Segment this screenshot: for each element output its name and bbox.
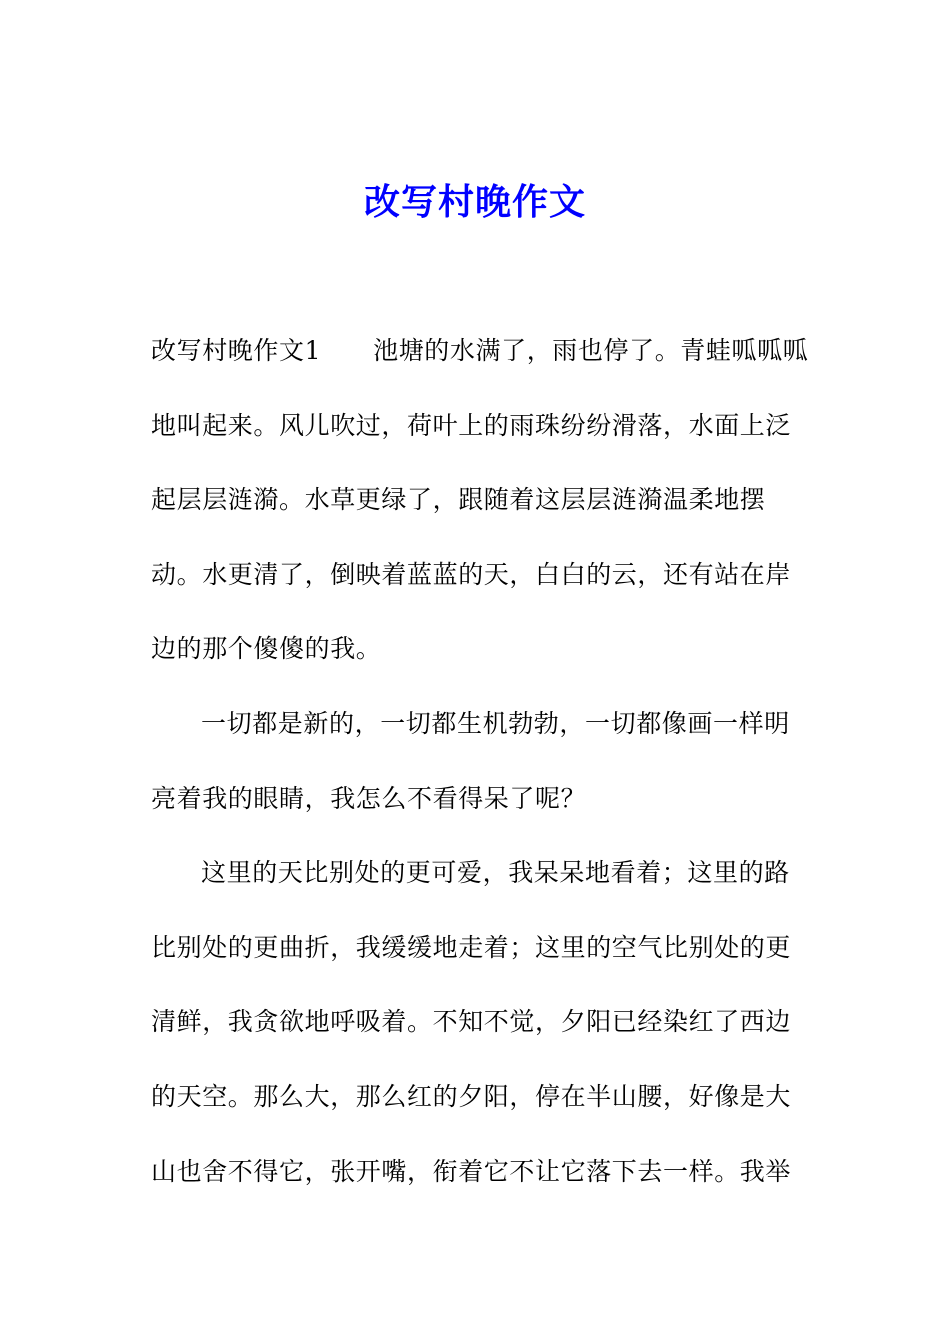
text-line: 的天空。那么大，那么红的夕阳，停在半山腰，好像是大 [151, 1081, 792, 1111]
section-heading: 改写村晚作文1 [151, 336, 322, 365]
document-body [151, 325, 811, 1220]
text-line: 亮着我的眼睛，我怎么不看得呆了呢？ [151, 783, 587, 813]
text-line: 动。水更清了，倒映着蓝蓝的天，白白的云，还有站在岸 [151, 559, 792, 589]
document-title: 改写村晚作文 [363, 181, 586, 223]
text-line: 边的那个傻傻的我。 [151, 634, 382, 664]
text-line: 这里的天比别处的更可爱，我呆呆地看着；这里的路 [201, 858, 790, 888]
text-line: 比别处的更曲折，我缓缓地走着；这里的空气比别处的更 [151, 932, 792, 962]
text-segment: 池塘的水满了，雨也停了。青蛙呱呱呱 [373, 336, 809, 365]
text-line: 山也舍不得它，张开嘴，衔着它不让它落下去一样。我举 [151, 1156, 792, 1186]
text-line: 起层层涟漪。水草更绿了，跟随着这层层涟漪温柔地摆 [151, 485, 766, 515]
text-line [151, 325, 811, 400]
text-line: 一切都是新的，一切都生机勃勃，一切都像画一样明 [201, 708, 790, 738]
text-line: 清鲜，我贪欲地呼吸着。不知不觉，夕阳已经染红了西边 [151, 1007, 792, 1037]
text-line: 地叫起来。风儿吹过，荷叶上的雨珠纷纷滑落，水面上泛 [151, 410, 792, 440]
